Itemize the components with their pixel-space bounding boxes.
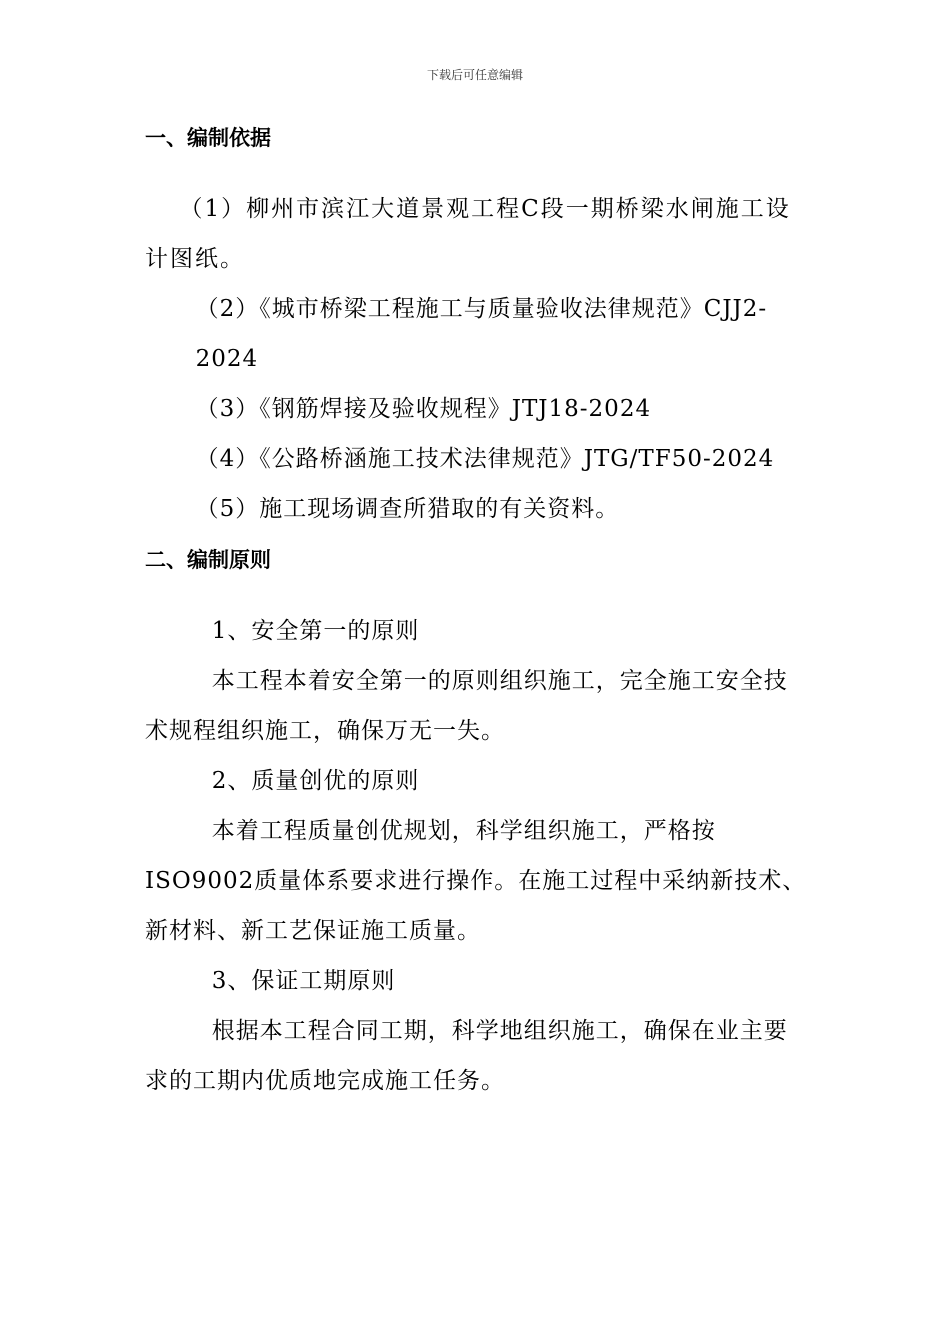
basis-item-5: （5）施工现场调查所猎取的有关资料。 (195, 496, 620, 522)
document-body (145, 118, 810, 1106)
basis-item-1: （1）柳州市滨江大道景观工程C段一期桥梁水闸施工设计图纸。 (145, 196, 791, 272)
basis-item-4: （4）《公路桥涵施工技术法律规范》JTG/TF50-2024 (195, 446, 775, 472)
page-header-note: 下载后可任意编辑 (426, 68, 523, 82)
principle-title-quality: 2、质量创优的原则 (211, 768, 420, 794)
principle-title-safety: 1、安全第一的原则 (211, 618, 420, 644)
principle-body-safety: 本工程本着安全第一的原则组织施工，完全施工安全技术规程组织施工，确保万无一失。 (145, 668, 788, 744)
section-heading-basis: 一、编制依据 (145, 126, 271, 150)
section-heading-principles: 二、编制原则 (145, 548, 271, 572)
principle-body-schedule: 根据本工程合同工期，科学地组织施工，确保在业主要求的工期内优质地完成施工任务。 (145, 1018, 788, 1094)
spacer (145, 158, 810, 184)
basis-item-3: （3）《钢筋焊接及验收规程》JTJ18-2024 (195, 396, 652, 422)
principle-title-schedule: 3、保证工期原则 (211, 968, 396, 994)
spacer (145, 580, 810, 606)
basis-item-2: （2）《城市桥梁工程施工与质量验收法律规范》CJJ2-2024 (195, 296, 768, 372)
principle-body-quality: 本着工程质量创优规划，科学组织施工，严格按ISO9002质量体系要求进行操作。在施工过程中采纳新技术、新材料、新工艺保证施工质量。 (145, 818, 807, 944)
